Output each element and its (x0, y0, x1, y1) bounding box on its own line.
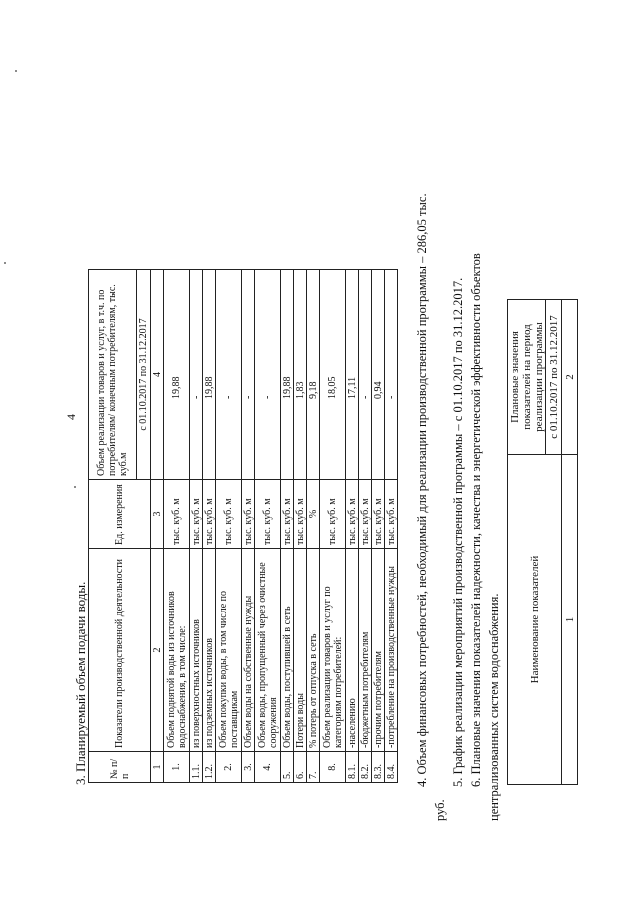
row-value: 1,83 (294, 270, 307, 480)
row-name: Объем воды, поступившей в сеть (281, 549, 294, 752)
row-value: 18,05 (320, 270, 346, 480)
row-num: 8.1. (346, 752, 359, 783)
table-row (320, 270, 346, 783)
row-name: Объем реализации товаров и услуг по категориям потребителей: (320, 549, 346, 752)
row-unit: тыс. куб. м (320, 480, 346, 549)
row-name: Объем покупки воды, в том числе по поставщикам (216, 549, 242, 752)
row-unit: тыс. куб. м (281, 480, 294, 549)
row-value: 19,88 (281, 270, 294, 480)
page-number: 4 (64, 414, 78, 420)
header-planned-values: Плановые значения показателей на период реализации программы (508, 300, 546, 455)
row-num: 5. (281, 752, 294, 783)
table-header-row (89, 270, 137, 783)
colnum-1: 1 (151, 752, 164, 783)
table-row (385, 270, 398, 783)
header-period: с 01.10.2017 по 31.12.2017 (546, 300, 562, 455)
row-unit: тыс. куб. м (203, 480, 216, 549)
row-name: -населению (346, 549, 359, 752)
table-row (294, 270, 307, 783)
table-row (164, 270, 190, 783)
header-num: № п/п (89, 752, 151, 783)
row-unit: тыс. куб. м (190, 480, 203, 549)
row-num: 1. (164, 752, 190, 783)
row-value: 0,94 (372, 270, 385, 480)
row-name: из подземных источников (203, 549, 216, 752)
row-num: 3. (242, 752, 255, 783)
row-num: 8. (320, 752, 346, 783)
colnum-1: 1 (562, 455, 578, 785)
table-row (216, 270, 242, 783)
row-value: 19,88 (164, 270, 190, 480)
table2-column-number-row (562, 300, 578, 785)
row-name: Объем воды на собственные нужды (242, 549, 255, 752)
row-name: -прочим потребителям (372, 549, 385, 752)
row-unit: тыс. куб. м (372, 480, 385, 549)
table-row (281, 270, 294, 783)
colnum-2: 2 (562, 300, 578, 455)
row-name: Объем поднятой воды из источников водоснабжения, в том числе: (164, 549, 190, 752)
row-num: 4. (255, 752, 281, 783)
row-num: 1.2. (203, 752, 216, 783)
row-num: 1.1. (190, 752, 203, 783)
section-6-line-1: 6. Плановые значения показателей надежности, качества и энергетической эффективности объектов (469, 253, 483, 787)
row-name: % потерь от отпуска в сеть (307, 549, 320, 752)
row-value: 19,88 (203, 270, 216, 480)
row-unit: тыс. куб. м (385, 480, 398, 549)
section-4-line-2: руб. (433, 799, 447, 821)
header-value: Объем реализации товаров и услуг, в т.ч. по потребителям/ конечным потребителям, тыс. куб.м (89, 270, 137, 480)
table-row (346, 270, 359, 783)
row-unit: % (307, 480, 320, 549)
table-row (359, 270, 372, 783)
row-value: - (190, 270, 203, 480)
table-row (203, 270, 216, 783)
indicators-table (507, 299, 578, 785)
table-row (307, 270, 320, 783)
colnum-3: 3 (151, 480, 164, 549)
row-name: Объем воды, пропущенный через очистные сооружения (255, 549, 281, 752)
header-indicator-name: Наименование показателей (508, 455, 562, 785)
row-unit: тыс. куб. м (242, 480, 255, 549)
row-name: из поверхностных источников (190, 549, 203, 752)
header-unit: Ед. измерения (89, 480, 151, 549)
row-value: 17,11 (346, 270, 359, 480)
row-num: 7. (307, 752, 320, 783)
row-num: 2. (216, 752, 242, 783)
row-num: 8.2. (359, 752, 372, 783)
header-period: с 01.10.2017 по 31.12.2017 (137, 270, 151, 480)
table-row (255, 270, 281, 783)
row-name: -бюджетным потребителям (359, 549, 372, 752)
table-row (190, 270, 203, 783)
row-unit: тыс. куб. м (294, 480, 307, 549)
section-6-line-2: централизованных систем водоснабжения. (487, 593, 501, 821)
row-unit: тыс. куб. м (164, 480, 190, 549)
row-num: 6. (294, 752, 307, 783)
row-unit: тыс. куб. м (346, 480, 359, 549)
row-value: 9,18 (307, 270, 320, 480)
row-value: - (255, 270, 281, 480)
row-unit: тыс. куб. м (255, 480, 281, 549)
row-value: - (385, 270, 398, 480)
column-number-row (151, 270, 164, 783)
row-num: 8.3. (372, 752, 385, 783)
row-unit: тыс. куб. м (359, 480, 372, 549)
row-name: -потребление на производственные нужды (385, 549, 398, 752)
table-row (242, 270, 255, 783)
section-5-text: 5. График реализации мероприятий производственной программы – с 01.10.2017 по 31.12.2017. (451, 277, 465, 787)
row-name: Потери воды (294, 549, 307, 752)
table-row (372, 270, 385, 783)
section-3-title: 3. Планируемый объем подачи воды. (73, 581, 88, 785)
row-value: - (359, 270, 372, 480)
table2-header-row (508, 300, 546, 785)
water-supply-table (88, 269, 398, 783)
row-unit: тыс. куб. м (216, 480, 242, 549)
row-value: - (216, 270, 242, 480)
row-num: 8.4. (385, 752, 398, 783)
colnum-2: 2 (151, 549, 164, 752)
header-indicator: Показатели производственной деятельности (89, 549, 151, 752)
colnum-4: 4 (151, 270, 164, 480)
section-4-line-1: 4. Объем финансовых потребностей, необходимый для реализации производственной программы – 286,05 тыс. (415, 193, 429, 787)
row-value: - (242, 270, 255, 480)
